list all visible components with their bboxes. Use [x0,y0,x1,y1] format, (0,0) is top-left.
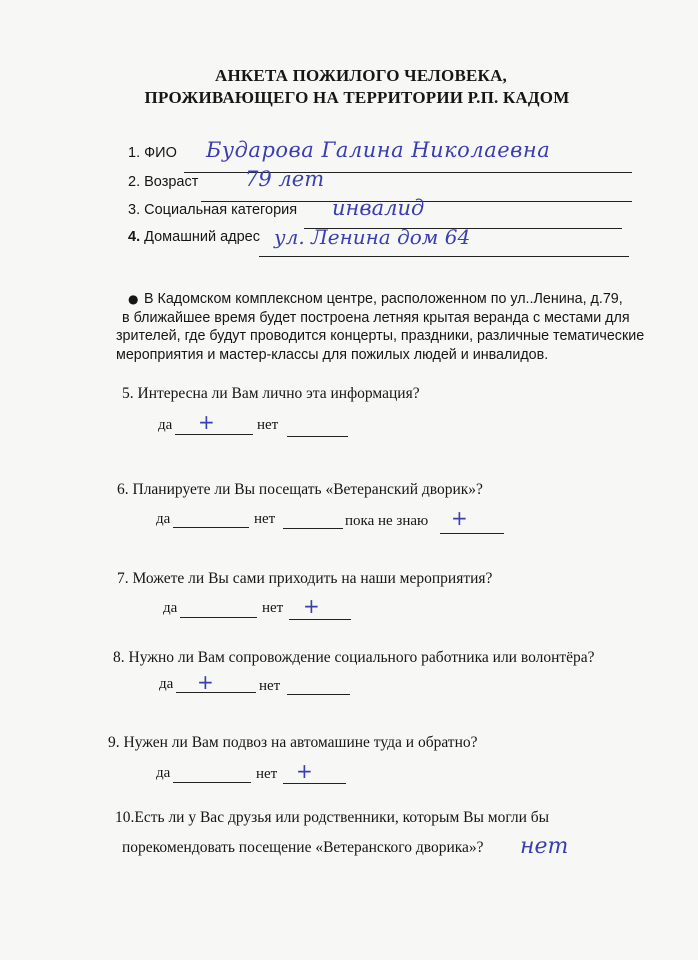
address-value[interactable]: ул. Ленина дом 64 [274,225,471,249]
q6-no-label: нет [254,511,276,527]
category-value[interactable]: инвалид [332,196,425,220]
q6-yes-line[interactable] [173,527,249,528]
fio-value[interactable]: Бударова Галина Николаевна [206,138,551,162]
fio-label [128,145,177,161]
info-line4: мероприятия и мастер-классы для пожилых людей и инвалидов. [116,346,549,363]
q7-no-mark: + [303,594,320,618]
q5-yes-label: да [158,417,173,433]
address-line [259,256,629,257]
q7-no-label: нет [262,600,284,616]
info-line2: в ближайшее время будет построена летняя крытая веранда с местами для [122,309,630,326]
question-10-line2: порекомендовать посещение «Ветеранского дворика»? [122,839,484,856]
q5-no-label: нет [257,417,279,433]
fio-label-text: ФИО [144,145,177,161]
page-title-line1: АНКЕТА ПОЖИЛОГО ЧЕЛОВЕКА, [214,66,507,85]
q9-no-label: нет [256,766,278,782]
question-9: 9. Нужен ли Вам подвоз на автомашине туда и обратно? [108,734,478,751]
fio-number: 1. [128,145,141,161]
q8-no-line[interactable] [287,694,350,695]
page-title-line2: ПРОЖИВАЮЩЕГО НА ТЕРРИТОРИИ Р.П. КАДОМ [144,88,570,107]
q9-no-line[interactable] [283,783,346,784]
info-line3: зрителей, где будут проводится концерты, праздники, различные тематические [116,328,645,344]
q9-no-mark: + [296,759,313,783]
q10-answer[interactable]: нет [520,834,569,859]
q8-yes-mark: + [197,670,214,694]
address-label [128,229,260,245]
q9-yes-label: да [156,765,171,781]
q7-yes-label: да [163,600,178,616]
info-line1: В Кадомском комплексном центре, расположенном по ул..Ленина, д.79, [144,291,623,307]
address-number: 4. [128,229,141,245]
q6-unknown-line[interactable] [440,533,504,534]
category-label-text: Социальная категория [144,202,298,218]
info-paragraph [116,290,676,364]
age-label [128,174,198,190]
question-10-line1: 10.Есть ли у Вас друзья или родственники, которым Вы могли бы [115,809,550,826]
q6-no-line[interactable] [283,528,343,529]
q5-yes-mark: + [198,410,215,434]
q6-unknown-label: пока не знаю [345,513,429,529]
q6-yes-label: да [156,511,171,527]
address-label-text: Домашний адрес [144,229,260,245]
q8-yes-line[interactable] [176,692,256,693]
age-label-text: Возраст [144,174,199,190]
question-5: 5. Интересна ли Вам лично эта информация? [122,385,420,402]
bullet-icon: ● [128,292,139,306]
age-value[interactable]: 79 лет [245,167,325,191]
q8-yes-label: да [159,676,174,692]
q6-unknown-mark: + [451,506,468,530]
q5-no-line[interactable] [287,436,348,437]
q5-yes-line[interactable] [175,434,253,435]
question-6: 6. Планируете ли Вы посещать «Ветеранский дворик»? [117,481,483,498]
q8-no-label: нет [259,678,281,694]
q7-yes-line[interactable] [180,617,257,618]
question-7: 7. Можете ли Вы сами приходить на наши мероприятия? [117,570,493,587]
q9-yes-line[interactable] [173,782,251,783]
age-number: 2. [128,174,141,190]
category-number: 3. [128,202,141,218]
category-label [128,202,297,218]
q7-no-line[interactable] [289,619,351,620]
question-8: 8. Нужно ли Вам сопровождение социального работника или волонтёра? [113,649,595,666]
